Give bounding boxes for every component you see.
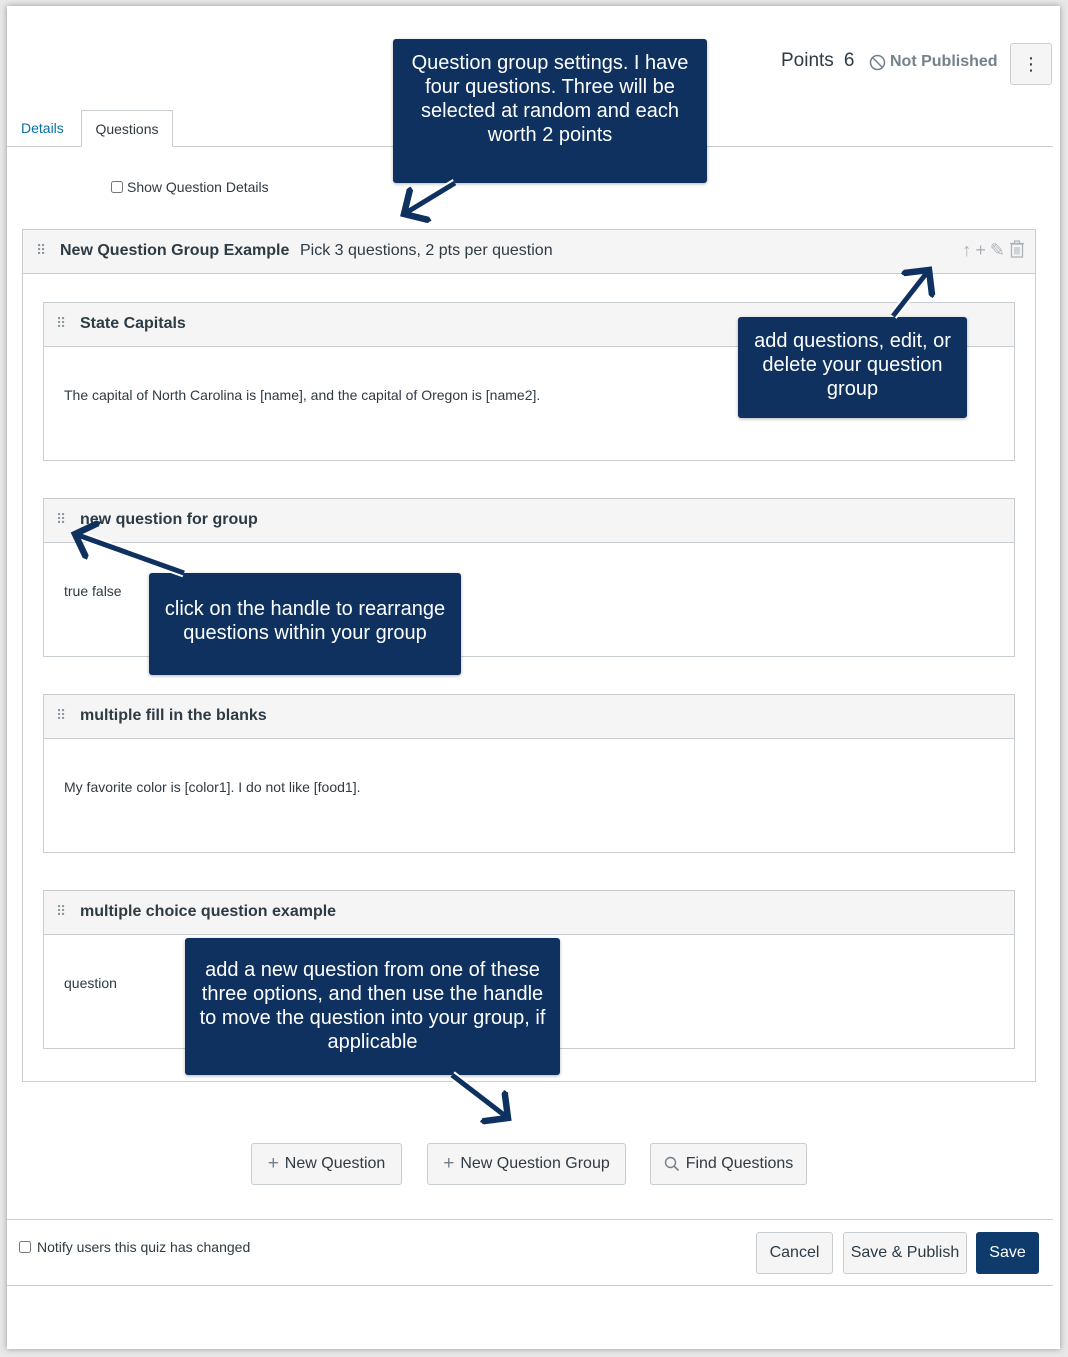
question-text: question [64, 975, 117, 991]
status-label: Not Published [890, 53, 998, 70]
group-header [23, 230, 1035, 274]
not-published-icon [869, 54, 886, 71]
question-header [44, 891, 1014, 935]
show-details-label: Show Question Details [127, 179, 269, 195]
footer-divider [7, 1219, 1053, 1220]
question-title: new question for group [80, 511, 258, 528]
edit-pencil-icon[interactable]: ✎ [989, 240, 1005, 260]
question-title: multiple choice question example [80, 903, 337, 920]
save-publish-button[interactable]: Save & Publish [843, 1232, 967, 1274]
show-details-toggle [111, 179, 269, 195]
tab-questions[interactable]: Questions [81, 110, 173, 147]
show-details-checkbox[interactable] [111, 181, 123, 193]
notify-checkbox[interactable] [19, 1241, 31, 1253]
search-icon [664, 1156, 680, 1172]
drag-handle-icon[interactable]: ⠿ [56, 315, 66, 331]
question-text: My favorite color is [color1]. I do not like [food1]. [64, 779, 361, 795]
save-button[interactable]: Save [976, 1232, 1039, 1274]
find-questions-label: Find Questions [685, 1155, 794, 1172]
question-title: multiple fill in the blanks [80, 707, 267, 724]
more-options-button[interactable] [1010, 43, 1052, 85]
question-text: The capital of North Carolina is [name], and the capital of Oregon is [name2]. [64, 387, 541, 403]
question-header [44, 499, 1014, 543]
add-icon[interactable]: + [975, 240, 986, 260]
callout-new-question: add a new question from one of these three options, and then use the handle to move the question into your group, if applicable [185, 938, 560, 1075]
group-pick-rule: Pick 3 questions, 2 pts per question [300, 242, 553, 259]
points-label: Points [781, 50, 834, 71]
page-frame [7, 6, 1060, 1349]
plus-icon: + [443, 1153, 455, 1174]
publish-status [869, 53, 998, 71]
notify-label: Notify users this quiz has changed [37, 1239, 251, 1255]
question-text: true false [64, 583, 122, 599]
callout-group-settings: Question group settings. I have four questions. Three will be selected at random and each worth 2 points [393, 39, 707, 183]
move-up-icon[interactable]: ↑ [962, 240, 972, 260]
question-header [44, 695, 1014, 739]
question-title: State Capitals [80, 315, 186, 332]
points-value: 6 [843, 50, 855, 71]
new-question-button[interactable] [251, 1143, 402, 1185]
drag-handle-icon[interactable]: ⠿ [56, 707, 66, 723]
callout-group-tools: add questions, edit, or delete your question group [738, 317, 967, 418]
drag-handle-icon[interactable]: ⠿ [56, 903, 66, 919]
callout-handle: click on the handle to rearrange questions within your group [149, 573, 461, 675]
find-questions-button[interactable] [650, 1143, 807, 1185]
cancel-button[interactable]: Cancel [756, 1232, 833, 1274]
group-tools [962, 240, 1025, 261]
kebab-icon: ⋮ [1022, 53, 1040, 74]
new-question-label: New Question [284, 1155, 386, 1172]
group-name: New Question Group Example [60, 242, 290, 259]
question-card [43, 694, 1015, 853]
delete-trash-icon[interactable] [1009, 240, 1025, 258]
notify-option [19, 1239, 250, 1255]
points-display [781, 50, 854, 72]
new-group-label: New Question Group [460, 1155, 610, 1172]
tab-details[interactable]: Details [21, 120, 64, 136]
new-question-group-button[interactable] [427, 1143, 626, 1185]
plus-icon: + [267, 1153, 279, 1174]
drag-handle-icon[interactable]: ⠿ [36, 242, 46, 258]
footer-bottom-divider [7, 1285, 1053, 1286]
drag-handle-icon[interactable]: ⠿ [56, 511, 66, 527]
